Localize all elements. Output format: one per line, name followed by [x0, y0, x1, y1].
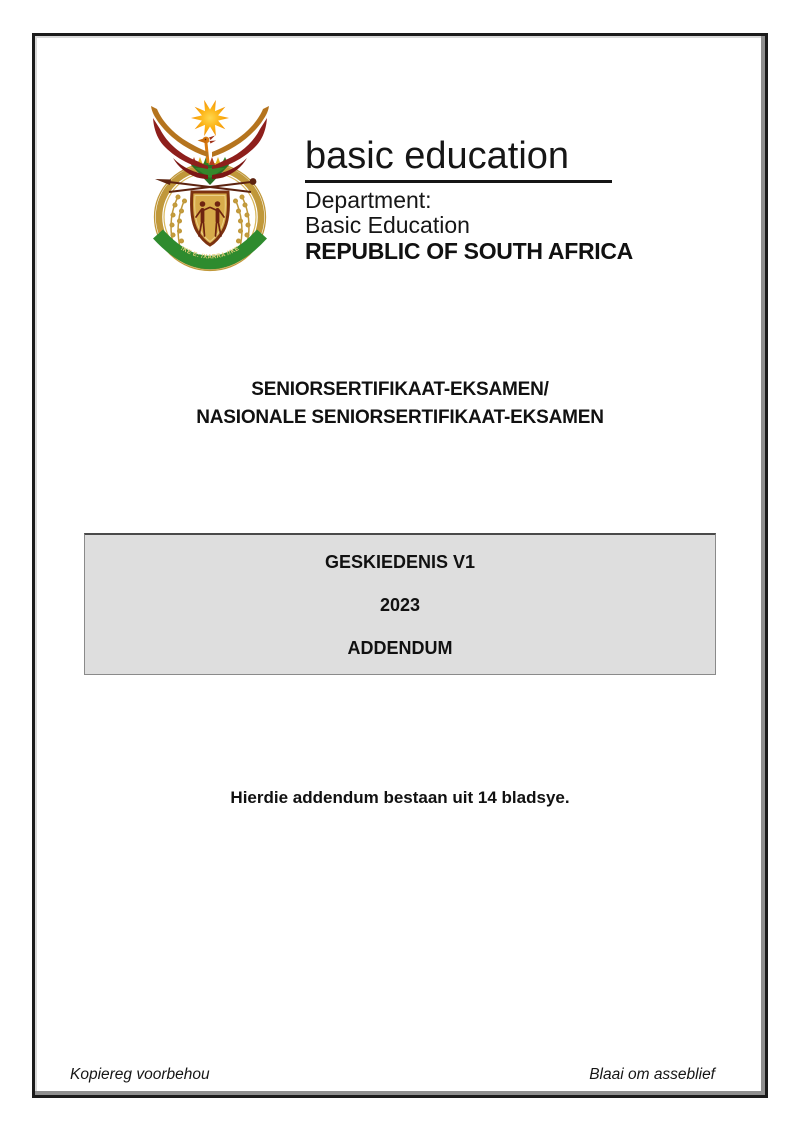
- subject-box: [84, 533, 716, 675]
- page-frame: [32, 33, 768, 1098]
- sun-icon: [191, 100, 229, 136]
- shield-icon: [192, 192, 229, 245]
- coat-of-arms: [145, 90, 275, 272]
- exam-year: 2023: [379, 594, 421, 615]
- country-name: REPUBLIC OF SOUTH AFRICA: [305, 238, 633, 264]
- logo-block: [305, 136, 633, 264]
- department-label: Department:: [305, 187, 432, 213]
- exam-title-line2: NASIONALE SENIORSERTIFIKAAT-EKSAMEN: [196, 407, 604, 428]
- brand-title: basic education: [305, 135, 570, 177]
- subject-name: GESKIEDENIS V1: [324, 551, 476, 572]
- footer: [35, 1066, 765, 1084]
- brand-underline: [305, 180, 612, 183]
- copyright-note: Kopiereg voorbehou: [70, 1066, 210, 1083]
- department-name: Basic Education: [305, 212, 470, 238]
- pages-note: Hierdie addendum bestaan uit 14 bladsye.: [230, 788, 570, 807]
- document-type: ADDENDUM: [347, 637, 453, 658]
- motto-text: !KE E: /XARRA //KE: [179, 245, 241, 261]
- exam-title-line1: SENIORSERTIFIKAAT-EKSAMEN/: [251, 379, 549, 400]
- page-turn-note: Blaai om asseblief: [589, 1066, 715, 1083]
- exam-title: [35, 376, 765, 432]
